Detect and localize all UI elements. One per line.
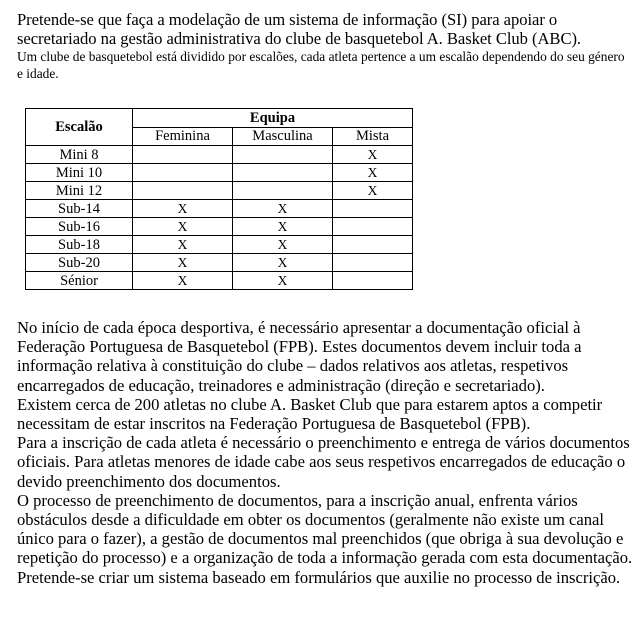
intro-section	[17, 10, 633, 82]
header-masculina: Masculina	[233, 128, 333, 146]
header-escalao: Escalão	[26, 109, 133, 146]
cell-masculina	[233, 164, 333, 182]
table-row	[26, 146, 413, 164]
cell-escalao: Sub-16	[26, 218, 133, 236]
cell-escalao: Mini 10	[26, 164, 133, 182]
cell-mista	[333, 200, 413, 218]
header-mista: Mista	[333, 128, 413, 146]
cell-escalao: Sénior	[26, 272, 133, 290]
cell-masculina: X	[233, 218, 333, 236]
cell-escalao: Sub-14	[26, 200, 133, 218]
paragraph-inscricao: Para a inscrição de cada atleta é necessário o preenchimento e entrega de vários documentos oficiais. Para atletas menores de idade cabe aos seus respetivos encarregados de educação o devido preenchimento dos documentos.	[17, 433, 630, 491]
escaloes-table	[25, 108, 413, 290]
cell-masculina: X	[233, 200, 333, 218]
table-body	[26, 146, 413, 290]
cell-feminina: X	[133, 218, 233, 236]
table-row	[26, 254, 413, 272]
cell-mista	[333, 218, 413, 236]
cell-mista	[333, 254, 413, 272]
cell-masculina	[233, 182, 333, 200]
body-section	[17, 318, 633, 587]
cell-mista: X	[333, 164, 413, 182]
intro-paragraph: Pretende-se que faça a modelação de um sistema de informação (SI) para apoiar o secretariado na gestão administrativa do clube de basquetebol A. Basket Club (ABC).	[17, 10, 582, 48]
cell-escalao: Sub-18	[26, 236, 133, 254]
paragraph-atletas: Existem cerca de 200 atletas no clube A. Basket Club que para estarem aptos a competir necessitam de estar inscritos na Federação Portuguesa de Basquetebol (FPB).	[17, 394, 603, 434]
header-feminina: Feminina	[133, 128, 233, 146]
cell-escalao: Mini 12	[26, 182, 133, 200]
cell-mista: X	[333, 182, 413, 200]
cell-feminina	[133, 146, 233, 164]
intro-note: Um clube de basquetebol está dividido por escalões, cada atleta pertence a um escalão dependendo do seu género e idade.	[17, 49, 625, 81]
cell-masculina: X	[233, 272, 333, 290]
cell-masculina: X	[233, 236, 333, 254]
cell-feminina: X	[133, 200, 233, 218]
cell-masculina: X	[233, 254, 333, 272]
cell-escalao: Mini 8	[26, 146, 133, 164]
table-row	[26, 200, 413, 218]
table-row	[26, 218, 413, 236]
paragraph-processo: O processo de preenchimento de documentos, para a inscrição anual, enfrenta vários obstáculos desde a dificuldade em obter os documentos (geralmente não existe um canal único para o fazer), a gestão de documentos mal preenchidos (que obriga à sua devolução e repetição do processo) e a organização de toda a informação gerada com esta documentação. Pretende-se criar um sistema baseado em formulários que auxilie no processo de inscrição.	[17, 490, 633, 587]
escaloes-table-wrapper	[25, 108, 413, 290]
header-equipa: Equipa	[133, 109, 413, 128]
table-row	[26, 164, 413, 182]
table-row	[26, 236, 413, 254]
cell-mista	[333, 236, 413, 254]
cell-feminina	[133, 182, 233, 200]
cell-feminina: X	[133, 254, 233, 272]
table-row	[26, 272, 413, 290]
cell-masculina	[233, 146, 333, 164]
cell-mista: X	[333, 146, 413, 164]
cell-escalao: Sub-20	[26, 254, 133, 272]
table-row	[26, 182, 413, 200]
cell-feminina	[133, 164, 233, 182]
cell-feminina: X	[133, 236, 233, 254]
paragraph-documentacao: No início de cada época desportiva, é necessário apresentar a documentação oficial à Federação Portuguesa de Basquetebol (FPB). Estes documentos devem incluir toda a informação relativa à constituição do clube – dados relativos aos atletas, respetivos encarregados de educação, treinadores e administração (direção e secretariado).	[17, 318, 582, 395]
cell-feminina: X	[133, 272, 233, 290]
cell-mista	[333, 272, 413, 290]
